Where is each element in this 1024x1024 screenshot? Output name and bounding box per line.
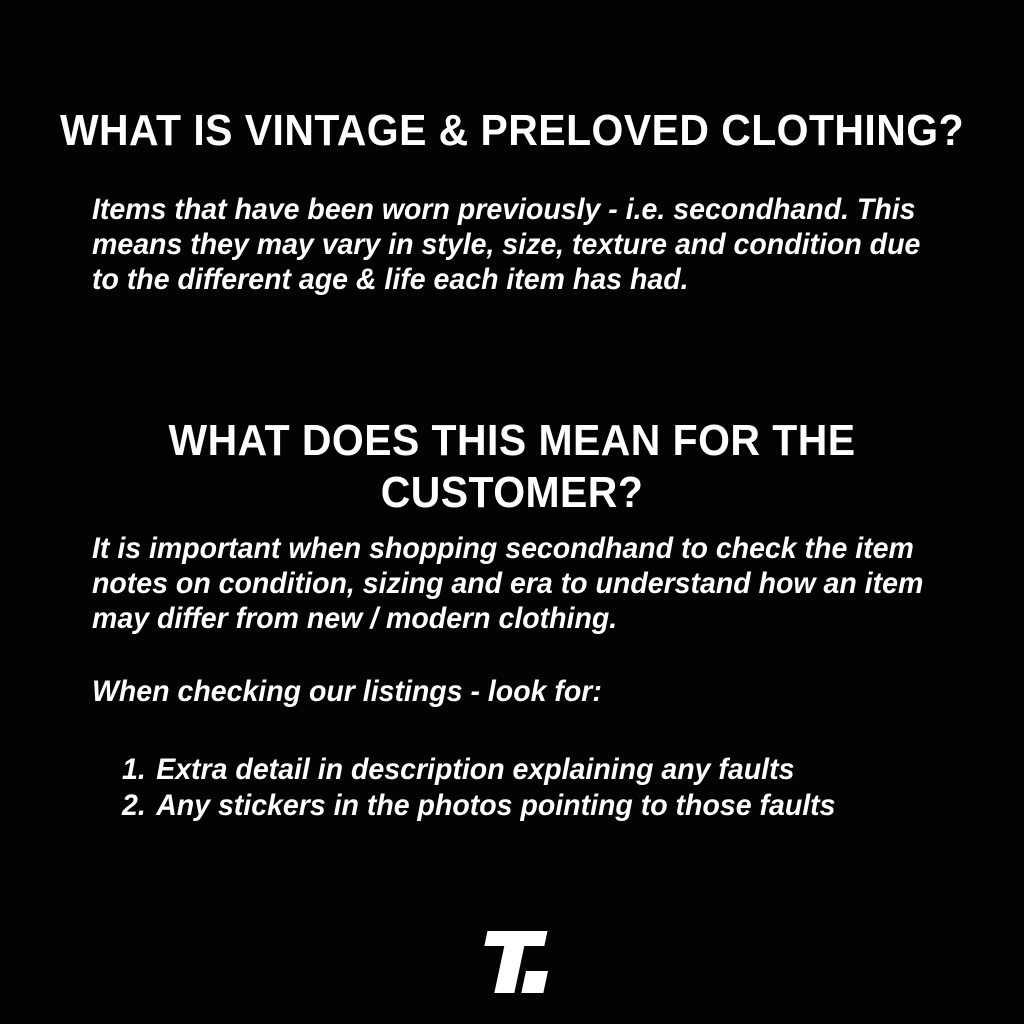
customer-info-paragraph (92, 531, 923, 636)
intro-line: Items that have been worn previously - i.e. secondhand. This (92, 193, 916, 226)
customer-info-line: It is important when shopping secondhand to check the item (92, 532, 914, 565)
customer-info-line: may differ from new / modern clothing. (92, 602, 618, 635)
intro-line: means they may vary in style, size, texture and condition due (92, 228, 921, 261)
checklist-item (122, 752, 835, 788)
subheading (36, 415, 988, 519)
checklist-item-text: Extra detail in description explaining any faults (156, 753, 795, 786)
intro-paragraph (92, 192, 920, 297)
checklist (122, 752, 835, 824)
checklist-item-number: 1. (122, 753, 146, 786)
checklist-item-number: 2. (122, 789, 146, 822)
brand-logo (474, 931, 550, 993)
subheading-line: CUSTOMER? (380, 467, 644, 517)
intro-line: to the different age & life each item has had. (92, 263, 689, 296)
listings-intro: When checking our listings - look for: (92, 675, 602, 708)
customer-info-line: notes on condition, sizing and era to understand how an item (92, 567, 924, 600)
brand-logo-icon (474, 931, 550, 993)
subheading-line: WHAT DOES THIS MEAN FOR THE (168, 415, 856, 465)
checklist-item-text: Any stickers in the photos pointing to those faults (156, 789, 836, 822)
checklist-item (122, 788, 835, 824)
page-title: WHAT IS VINTAGE & PRELOVED CLOTHING? (59, 106, 965, 156)
